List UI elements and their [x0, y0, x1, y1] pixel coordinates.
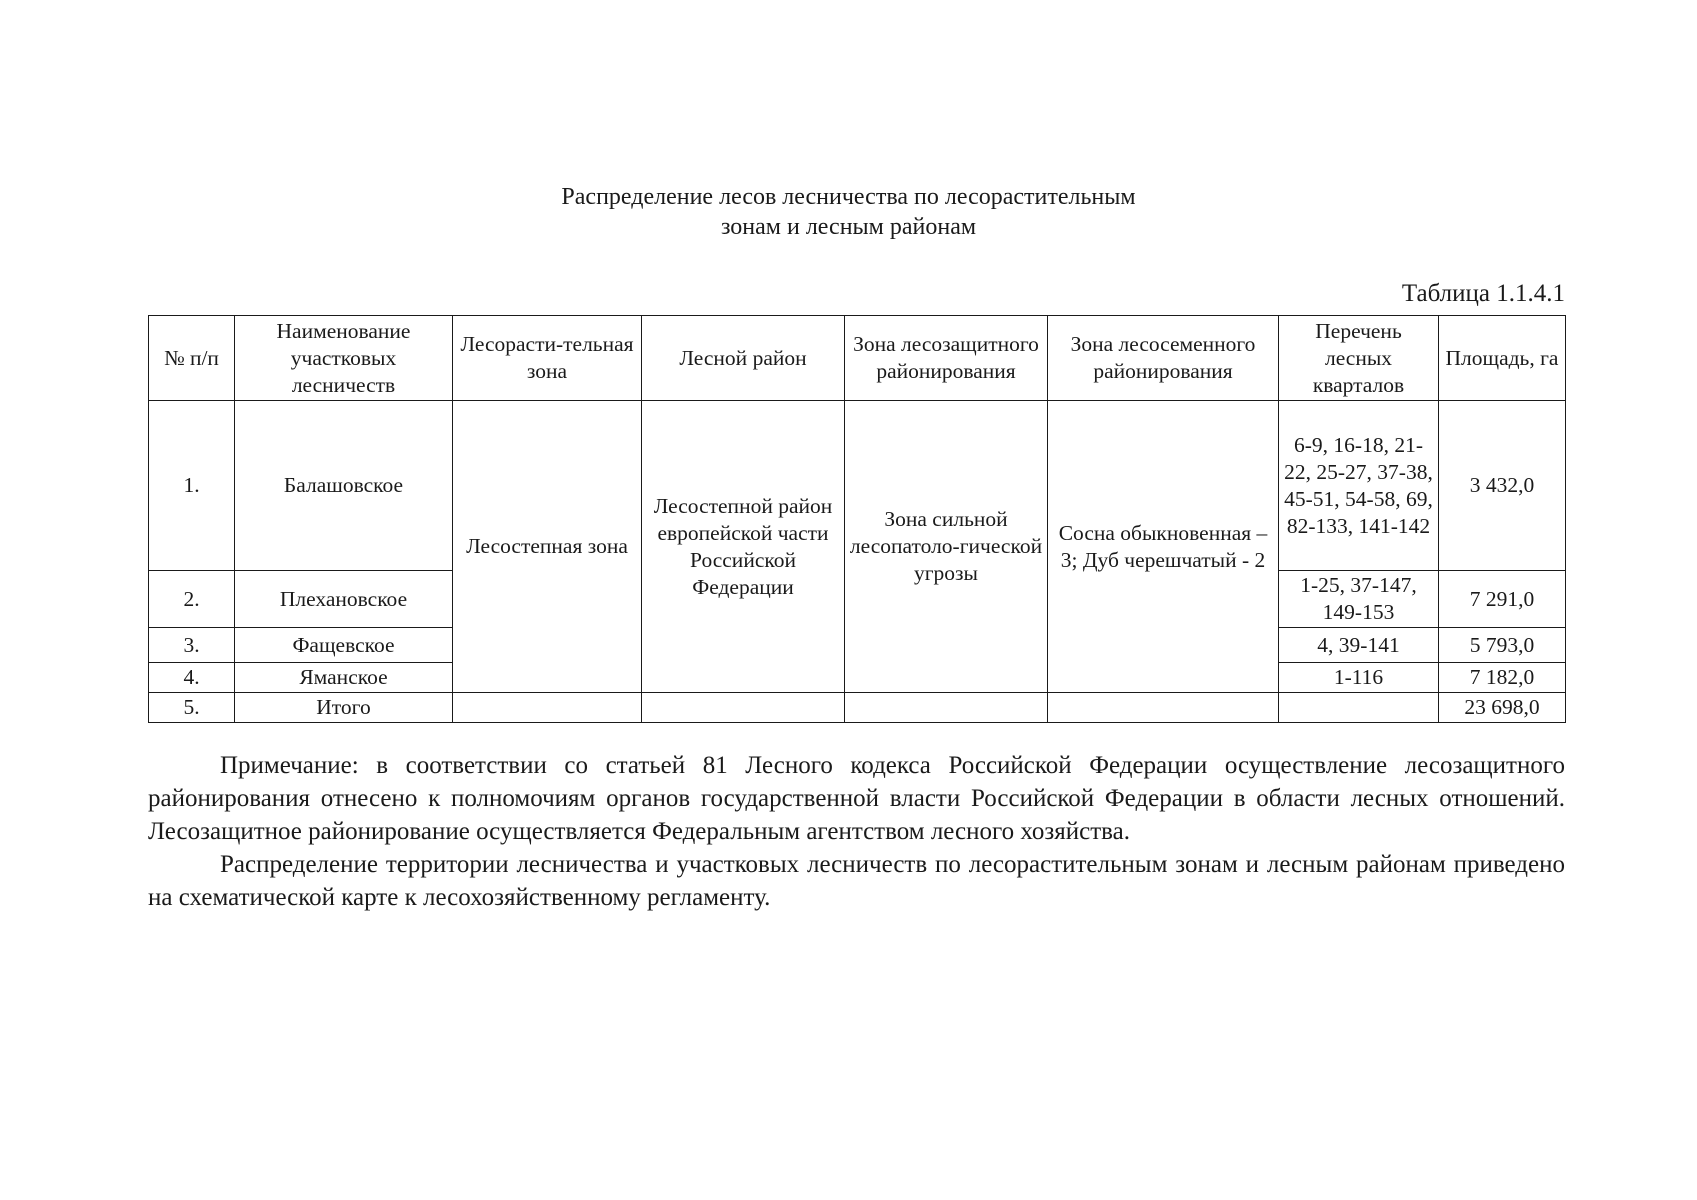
- cell-seed-zone: Сосна обыкновенная – 3; Дуб черешчатый - 2: [1048, 401, 1279, 693]
- cell-quarters: [1279, 693, 1439, 723]
- header-quarters: Перечень лесных кварталов: [1279, 316, 1439, 401]
- cell-protect-zone: Зона сильной лесопатоло-гической угрозы: [845, 401, 1048, 693]
- notes-section: [148, 749, 1565, 914]
- table-label: Таблица 1.1.4.1: [1401, 280, 1565, 307]
- cell-name: Балашовское: [235, 401, 453, 571]
- table-header-row: [149, 316, 1566, 401]
- header-seed-zone: Зона лесосеменного районирования: [1048, 316, 1279, 401]
- cell-empty: [642, 693, 845, 723]
- forest-distribution-table: [148, 315, 1566, 723]
- cell-quarters: 6-9, 16-18, 21-22, 25-27, 37-38, 45-51, 54-58, 69, 82-133, 141-142: [1279, 401, 1439, 571]
- cell-area: 5 793,0: [1439, 628, 1566, 663]
- cell-area: 7 182,0: [1439, 663, 1566, 693]
- header-protect-zone: Зона лесозащитного районирования: [845, 316, 1048, 401]
- cell-num: 2.: [149, 571, 235, 628]
- header-district: Лесной район: [642, 316, 845, 401]
- table-row: [149, 401, 1566, 571]
- page-title: [0, 182, 1697, 242]
- cell-name: Яманское: [235, 663, 453, 693]
- cell-empty: [845, 693, 1048, 723]
- cell-num: 3.: [149, 628, 235, 663]
- cell-name: Фащевское: [235, 628, 453, 663]
- cell-total-area: 23 698,0: [1439, 693, 1566, 723]
- header-num: № п/п: [149, 316, 235, 401]
- cell-quarters: 4, 39-141: [1279, 628, 1439, 663]
- cell-total-label: Итого: [235, 693, 453, 723]
- cell-zone: Лесостепная зона: [453, 401, 642, 693]
- header-area: Площадь, га: [1439, 316, 1566, 401]
- header-name: Наименование участковых лесничеств: [235, 316, 453, 401]
- cell-quarters: 1-116: [1279, 663, 1439, 693]
- cell-district: Лесостепной район европейской части Российской Федерации: [642, 401, 845, 693]
- cell-quarters: 1-25, 37-147, 149-153: [1279, 571, 1439, 628]
- note-paragraph-map: Распределение территории лесничества и участковых лесничеств по лесорастительным зонам и лесным районам приведено на схематической карте к лесохозяйственному регламенту.: [148, 851, 1565, 911]
- cell-empty: [453, 693, 642, 723]
- note-paragraph-legal: Примечание: в соответствии со статьей 81 Лесного кодекса Российской Федерации осуществление лесозащитного районирования отнесено к полномочиям органов государственной власти Российской Федерации в области лесных отношений. Лесозащитное районирование осуществляется Федеральным агентством лесного хозяйства.: [148, 752, 1565, 845]
- header-zone: Лесорасти-тельная зона: [453, 316, 642, 401]
- cell-area: 7 291,0: [1439, 571, 1566, 628]
- cell-num: 4.: [149, 663, 235, 693]
- cell-num: 5.: [149, 693, 235, 723]
- cell-num: 1.: [149, 401, 235, 571]
- table-total-row: [149, 693, 1566, 723]
- cell-empty: [1048, 693, 1279, 723]
- cell-name: Плехановское: [235, 571, 453, 628]
- page-title-line-2: зонам и лесным районам: [720, 214, 977, 240]
- page-title-line-1: Распределение лесов лесничества по лесорастительным: [561, 184, 1136, 210]
- cell-area: 3 432,0: [1439, 401, 1566, 571]
